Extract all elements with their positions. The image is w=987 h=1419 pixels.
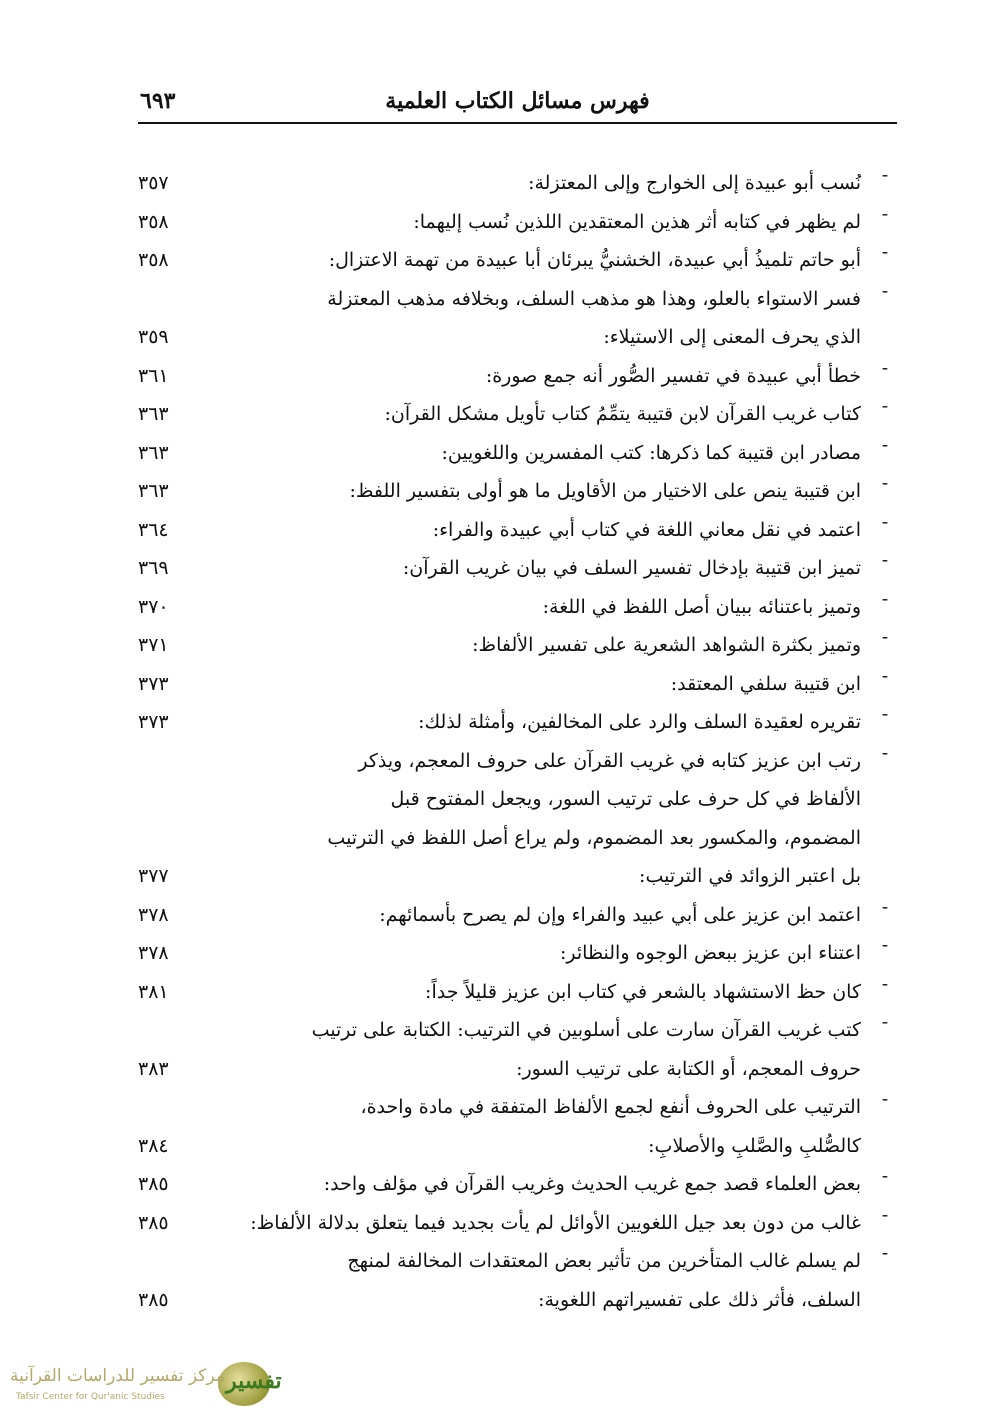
entry-line: [138, 1088, 897, 1127]
index-entry: [138, 1011, 897, 1088]
entry-text: الذي يحرف المعنى إلى الاستيلاء:: [603, 326, 861, 348]
entry-line: [138, 626, 897, 665]
index-entries: [138, 164, 897, 1319]
entry-dash: -: [881, 1203, 889, 1226]
entry-text: خطأ أبي عبيدة في تفسير الصُّور أنه جمع صورة:: [485, 364, 861, 387]
index-entry: [138, 280, 897, 357]
entry-text: الترتيب على الحروف أنفع لجمع الألفاظ المتفقة في مادة واحدة،: [360, 1096, 861, 1118]
entry-line: [138, 549, 897, 588]
entry-page-number: ٣٦٣: [138, 441, 169, 464]
entry-dash: -: [881, 1088, 889, 1110]
entry-line: [138, 203, 897, 242]
entry-page-number: ٣٨١: [138, 980, 169, 1003]
entry-text: تميز ابن قتيبة بإدخال تفسير السلف في بيان غريب القرآن:: [402, 557, 861, 579]
entry-text: بعض العلماء قصد جمع غريب الحديث وغريب القرآن في مؤلف واحد:: [323, 1173, 861, 1195]
entry-dash: -: [881, 972, 889, 995]
entry-text: كتاب غريب القرآن لابن قتيبة يتمِّمُ كتاب تأويل مشكل القرآن:: [384, 403, 861, 425]
entry-line: [138, 434, 897, 473]
index-entry: [138, 164, 897, 203]
entry-line: [138, 1242, 897, 1281]
entry-page-number: ٣٨٤: [138, 1134, 169, 1157]
entry-dash: -: [881, 241, 889, 263]
entry-page-number: ٣٧٣: [138, 672, 169, 695]
entry-line: [138, 318, 897, 357]
entry-line: [138, 241, 897, 280]
entry-dash: -: [881, 549, 889, 571]
index-entry: [138, 1088, 897, 1165]
entry-text: الألفاظ في كل حرف على ترتيب السور، ويجعل المفتوح قبل: [390, 788, 861, 810]
entry-text: كالصُّلبِ والصَّلبِ والأصلابِ:: [648, 1134, 861, 1157]
entry-line: [138, 1204, 897, 1243]
entry-dash: -: [881, 741, 889, 764]
entry-page-number: ٣٨٥: [138, 1173, 169, 1195]
entry-text: اعتمد ابن عزيز على أبي عبيد والفراء وإن لم يصرح بأسمائهم:: [379, 903, 861, 926]
entry-line: [138, 472, 897, 511]
entry-page-number: ٣٨٥: [138, 1211, 169, 1234]
entry-line: [138, 164, 897, 203]
entry-line: [138, 665, 897, 704]
entry-text: اعتمد في نقل معاني اللغة في كتاب أبي عبيدة والفراء:: [432, 518, 861, 541]
entry-line: [138, 973, 897, 1012]
page-number: ٦٩٣: [140, 88, 176, 114]
index-entry: [138, 434, 897, 473]
entry-line: [138, 280, 897, 319]
entry-text: كان حظ الاستشهاد بالشعر في كتاب ابن عزيز قليلاً جداً:: [425, 980, 861, 1003]
entry-dash: -: [881, 1242, 889, 1264]
entry-line: [138, 896, 897, 935]
index-entry: [138, 934, 897, 973]
entry-page-number: ٣٧٨: [138, 942, 169, 964]
index-entry: [138, 511, 897, 550]
index-entry: [138, 549, 897, 588]
entry-page-number: ٣٦٤: [138, 518, 169, 541]
index-entry: [138, 588, 897, 627]
entry-page-number: ٣٥٨: [138, 249, 169, 271]
entry-line: [138, 511, 897, 550]
index-entry: [138, 203, 897, 242]
entry-line: [138, 703, 897, 742]
entry-line: [138, 857, 897, 896]
entry-page-number: ٣٧٨: [138, 903, 169, 926]
index-entry: [138, 357, 897, 396]
entry-page-number: ٣٧٠: [138, 595, 169, 618]
entry-text: وتميز بكثرة الشواهد الشعرية على تفسير الألفاظ:: [472, 634, 861, 656]
entry-page-number: ٣٦١: [138, 364, 169, 387]
entry-dash: -: [881, 895, 889, 918]
entry-dash: -: [881, 202, 889, 225]
entry-line: [138, 1281, 897, 1320]
index-entry: [138, 1165, 897, 1204]
index-entry: [138, 742, 897, 896]
entry-text: لم يظهر في كتابه أثر هذين المعتقدين اللذين نُسب إليهما:: [413, 210, 861, 233]
entry-dash: -: [881, 356, 889, 379]
entry-text: لم يسلم غالب المتأخرين من تأثير بعض المعتقدات المخالفة لمنهج: [347, 1250, 861, 1272]
entry-text: ابن قتيبة ينص على الاختيار من الأقاويل ما هو أولى بتفسير اللفظ:: [349, 480, 861, 502]
index-entry: [138, 703, 897, 742]
entry-dash: -: [881, 664, 889, 687]
entry-text: رتب ابن عزيز كتابه في غريب القرآن على حروف المعجم، ويذكر: [358, 749, 861, 772]
entry-dash: -: [881, 934, 889, 956]
index-entry: [138, 626, 897, 665]
index-entry: [138, 395, 897, 434]
entry-page-number: ٣٥٩: [138, 326, 169, 348]
entry-page-number: ٣٧٧: [138, 865, 169, 887]
entry-text: تقريره لعقيدة السلف والرد على المخالفين، وأمثلة لذلك:: [418, 711, 861, 733]
index-entry: [138, 472, 897, 511]
entry-text: بل اعتبر الزوائد في الترتيب:: [639, 865, 861, 887]
index-entry: [138, 241, 897, 280]
entry-text: حروف المعجم، أو الكتابة على ترتيب السور:: [516, 1057, 861, 1080]
entry-line: [138, 588, 897, 627]
page-header: [138, 78, 897, 124]
entry-page-number: ٣٦٣: [138, 403, 169, 425]
index-entry: [138, 1204, 897, 1243]
entry-line: [138, 780, 897, 819]
entry-dash: -: [881, 626, 889, 648]
logo-english-name: Tafsir Center for Qur'anic Studies: [16, 1392, 165, 1402]
entry-line: [138, 395, 897, 434]
entry-text: وتميز باعتنائه ببيان أصل اللفظ في اللغة:: [542, 595, 861, 618]
entry-dash: -: [881, 510, 889, 533]
entry-dash: -: [881, 279, 889, 302]
entry-dash: -: [881, 164, 889, 186]
page-title: فهرس مسائل الكتاب العلمية: [385, 88, 650, 114]
entry-line: [138, 819, 897, 858]
entry-dash: -: [881, 395, 889, 417]
entry-text: المضموم، والمكسور بعد المضموم، ولم يراع أصل اللفظ في الترتيب: [327, 826, 861, 849]
entry-line: [138, 742, 897, 781]
entry-line: [138, 1050, 897, 1089]
entry-page-number: ٣٥٧: [138, 172, 169, 194]
entry-text: فسر الاستواء بالعلو، وهذا هو مذهب السلف، وبخلافه مذهب المعتزلة: [327, 287, 861, 310]
entry-page-number: ٣٧١: [138, 634, 169, 656]
entry-page-number: ٣٧٣: [138, 711, 169, 733]
logo-arabic-name: مركز تفسير للدراسات القرآنية: [10, 1366, 225, 1386]
entry-text: أبو حاتم تلميذُ أبي عبيدة، الخشنيُّ يبرئان أبا عبيدة من تهمة الاعتزال:: [328, 249, 861, 271]
index-entry: [138, 665, 897, 704]
entry-text: اعتناء ابن عزيز ببعض الوجوه والنظائر:: [559, 942, 861, 964]
entry-dash: -: [881, 587, 889, 610]
entry-dash: -: [881, 703, 889, 725]
entry-line: [138, 1127, 897, 1166]
publisher-logo: [4, 1362, 294, 1410]
index-entry: [138, 973, 897, 1012]
entry-line: [138, 1011, 897, 1050]
entry-page-number: ٣٦٣: [138, 480, 169, 502]
entry-dash: -: [881, 1011, 889, 1033]
logo-brand: تفسير: [226, 1368, 282, 1394]
entry-page-number: ٣٥٨: [138, 210, 169, 233]
entry-line: [138, 1165, 897, 1204]
entry-text: السلف، فأثر ذلك على تفسيراتهم اللغوية:: [538, 1288, 861, 1311]
index-entry: [138, 896, 897, 935]
entry-dash: -: [881, 472, 889, 494]
entry-dash: -: [881, 433, 889, 456]
index-entry: [138, 1242, 897, 1319]
entry-dash: -: [881, 1165, 889, 1187]
entry-page-number: ٣٦٩: [138, 557, 169, 579]
entry-text: ابن قتيبة سلفي المعتقد:: [670, 672, 861, 695]
entry-text: كتب غريب القرآن سارت على أسلوبين في الترتيب: الكتابة على ترتيب: [311, 1019, 861, 1041]
entry-text: مصادر ابن قتيبة كما ذكرها: كتب المفسرين واللغويين:: [441, 441, 861, 464]
entry-page-number: ٣٨٣: [138, 1057, 169, 1080]
entry-page-number: ٣٨٥: [138, 1288, 169, 1311]
entry-text: نُسب أبو عبيدة إلى الخوارج وإلى المعتزلة:: [528, 172, 861, 194]
entry-line: [138, 357, 897, 396]
entry-line: [138, 934, 897, 973]
entry-text: غالب من دون بعد جيل اللغويين الأوائل لم يأت بجديد فيما يتعلق بدلالة الألفاظ:: [250, 1211, 861, 1234]
